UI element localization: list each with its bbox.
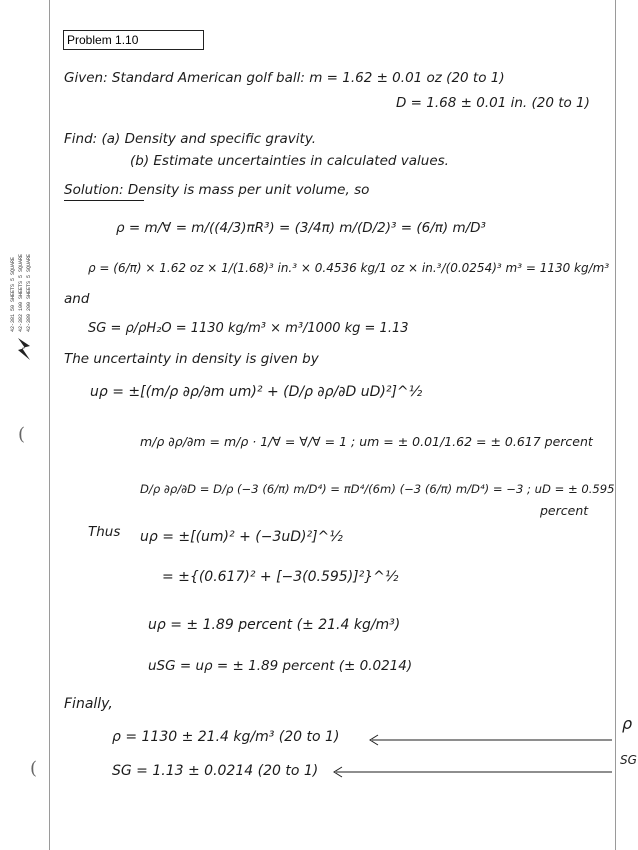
final-sg-answer: SG = 1.13 ± 0.0214 (20 to 1) bbox=[112, 763, 319, 779]
left-paren-mark-1: ( bbox=[18, 424, 26, 445]
margin-sg-label: SG bbox=[620, 753, 637, 767]
equation-mass-term: m/ρ ∂ρ/∂m = m/ρ · 1/∀ = ∀/∀ = 1 ; um = ± 0.01/1.62 = ± 0.617 percent bbox=[140, 434, 593, 449]
pad-label-line-2: 42-382 100 SHEETS 5 SQUARE bbox=[18, 253, 24, 332]
and-word: and bbox=[64, 291, 90, 307]
find-line-1: Find: (a) Density and specific gravity. bbox=[64, 131, 317, 147]
u-sg-result: uSG = uρ = ± 1.89 percent (± 0.0214) bbox=[148, 658, 413, 674]
solution-intro: Solution: Density is mass per unit volume, so bbox=[64, 182, 370, 198]
finally-word: Finally, bbox=[64, 696, 113, 712]
given-line-2: D = 1.68 ± 0.01 in. (20 to 1) bbox=[396, 95, 590, 111]
equation-density-definition: ρ = m/∀ = m/((4/3)πR³) = (3/4π) m/(D/2)³ = (6/π) m/D³ bbox=[116, 220, 486, 236]
left-paren-mark-2: ( bbox=[30, 758, 38, 779]
final-density-answer: ρ = 1130 ± 21.4 kg/m³ (20 to 1) bbox=[112, 729, 340, 745]
equation-thus-general: uρ = ±[(um)² + (−3uD)²]^½ bbox=[140, 529, 343, 545]
thus-word: Thus bbox=[88, 524, 121, 540]
percent-label: percent bbox=[540, 503, 589, 518]
problem-title: Problem 1.10 bbox=[63, 30, 204, 50]
find-line-2: (b) Estimate uncertainties in calculated values. bbox=[130, 153, 449, 169]
given-line-1: Given: Standard American golf ball: m = 1.62 ± 0.01 oz (20 to 1) bbox=[64, 70, 505, 86]
equation-u-rho: uρ = ±[(m/ρ ∂ρ/∂m um)² + (D/ρ ∂ρ/∂D uD)²]^½ bbox=[90, 384, 423, 400]
equation-density-calculation: ρ = (6/π) × 1.62 oz × 1/(1.68)³ in.³ × 0.4536 kg/1 oz × in.³/(0.0254)³ m³ = 1130 kg/m³ bbox=[88, 261, 610, 275]
uncertainty-intro: The uncertainty in density is given by bbox=[64, 351, 319, 367]
pad-label-line-1: 42-381 50 SHEETS 5 SQUARE bbox=[10, 256, 16, 332]
pad-label-line-3: 42-389 200 SHEETS 5 SQUARE bbox=[26, 253, 32, 332]
u-rho-result: uρ = ± 1.89 percent (± 21.4 kg/m³) bbox=[148, 617, 401, 633]
margin-rho-label: ρ bbox=[622, 714, 633, 733]
equation-diameter-term: D/ρ ∂ρ/∂D = D/ρ (−3 (6/π) m/D⁴) = πD⁴/(6m) (−3 (6/π) m/D⁴) = −3 ; uD = ± 0.595 bbox=[140, 482, 615, 496]
equation-thus-numeric: = ±{(0.617)² + [−3(0.595)]²}^½ bbox=[162, 569, 399, 585]
equation-specific-gravity: SG = ρ/ρH₂O = 1130 kg/m³ × m³/1000 kg = 1.13 bbox=[88, 321, 409, 336]
